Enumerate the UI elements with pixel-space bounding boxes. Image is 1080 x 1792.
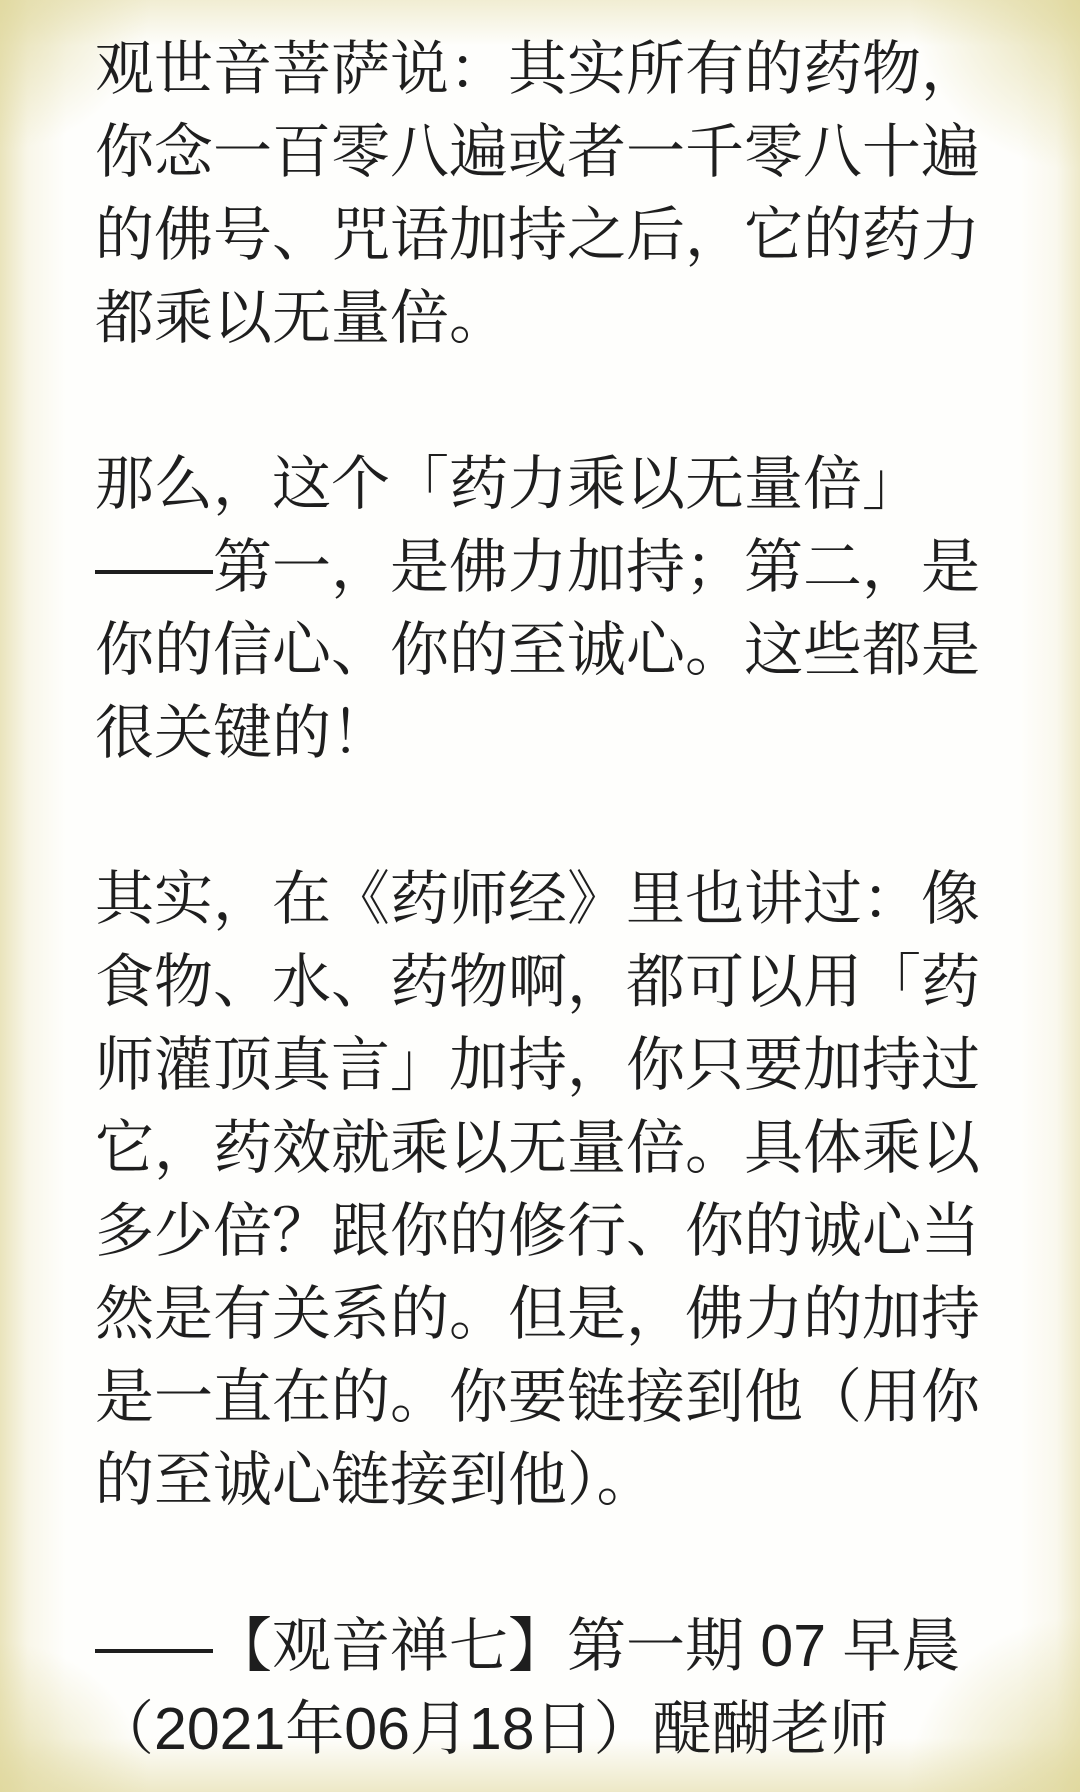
paragraph-two-factors: [95, 443, 990, 775]
text-line: 是一直在的。你要链接到他（用你: [95, 1364, 981, 1430]
attribution-source-line: ——【观音禅七】第一期 07 早晨: [95, 1613, 961, 1679]
text-line: 你的信心、你的至诚心。这些都是: [95, 617, 981, 683]
paragraph-medicine-sutra: [95, 858, 990, 1522]
attribution: [95, 1605, 990, 1771]
text-line: 食物、水、药物啊，都可以用「药: [95, 949, 981, 1015]
text-line: 然是有关系的。但是，佛力的加持: [95, 1281, 981, 1347]
attribution-date-line: （2021年06月18日）醍醐老师: [95, 1696, 889, 1762]
text-line: 的佛号、咒语加持之后，它的药力: [95, 202, 981, 268]
text-line: 你念一百零八遍或者一千零八十遍: [95, 119, 981, 185]
text-line: 的至诚心链接到他）。: [95, 1447, 656, 1513]
text-line: 观世音菩萨说：其实所有的药物，: [95, 36, 981, 102]
text-line: 那么，这个「药力乘以无量倍」: [95, 451, 922, 517]
paragraph-medicine-blessing: [95, 28, 990, 360]
text-line: 师灌顶真言」加持，你只要加持过: [95, 1032, 981, 1098]
text-line: 很关键的！: [95, 700, 391, 766]
text-line: 它，药效就乘以无量倍。具体乘以: [95, 1115, 981, 1181]
text-line: 多少倍？跟你的修行、你的诚心当: [95, 1198, 981, 1264]
text-line: 其实，在《药师经》里也讲过：像: [95, 866, 981, 932]
text-line: ——第一，是佛力加持；第二，是: [95, 534, 981, 600]
text-line: 都乘以无量倍。: [95, 285, 509, 351]
